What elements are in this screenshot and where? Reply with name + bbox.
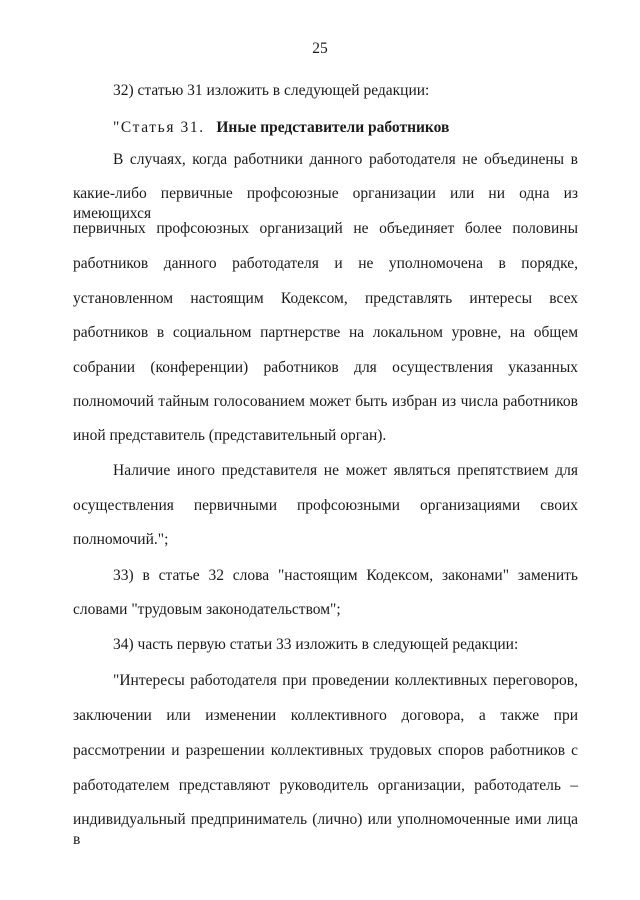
item-32-intro: 32) статью 31 изложить в следующей редакции:: [113, 82, 430, 99]
paragraph-line: собрании (конференции) работников для осуществления указанных: [73, 359, 578, 376]
paragraph-line: установленном настоящим Кодексом, представлять интересы всех: [73, 290, 578, 307]
item-34-intro: 34) часть первую статьи 33 изложить в следующей редакции:: [113, 636, 519, 653]
paragraph-line: иной представитель (представительный орган).: [73, 427, 387, 444]
paragraph-line: Наличие иного представителя не может являться препятствием для: [113, 462, 578, 479]
paragraph-line: работников данного работодателя и не уполномочена в порядке,: [73, 255, 578, 272]
paragraph-line: работников в социальном партнерстве на локальном уровне, на общем: [73, 324, 578, 341]
paragraph-line: первичных профсоюзных организаций не объединяет более половины: [73, 220, 578, 237]
paragraph-line: В случаях, когда работники данного работодателя не объединены в: [113, 151, 578, 168]
quote-line: индивидуальный предприниматель (лично) или уполномоченные ими лица в: [73, 811, 578, 848]
item-33-line: словами "трудовым законодательством";: [73, 601, 341, 618]
quote-line: "Интересы работодателя при проведении коллективных переговоров,: [113, 672, 578, 689]
article-title: Иные представители работников: [216, 119, 450, 136]
paragraph-line: полномочий тайным голосованием может быть избран из числа работников: [73, 393, 578, 410]
quote-line: работодателем представляют руководитель организации, работодатель –: [73, 777, 578, 794]
paragraph-line: осуществления первичными профсоюзными организациями своих: [73, 497, 578, 514]
article-label: "Статья 31.: [113, 119, 205, 136]
quote-line: заключении или изменении коллективного договора, а также при: [73, 707, 578, 724]
paragraph-line: полномочий.";: [73, 531, 169, 548]
article-heading: [113, 118, 449, 138]
quote-line: рассмотрении и разрешении коллективных трудовых споров работников с: [73, 742, 578, 759]
page-number: 25: [312, 40, 328, 57]
item-33-line: 33) в статье 32 слова "настоящим Кодексом, законами" заменить: [113, 567, 578, 584]
paragraph-line: какие-либо первичные профсоюзные организации или ни одна из имеющихся: [73, 185, 578, 222]
